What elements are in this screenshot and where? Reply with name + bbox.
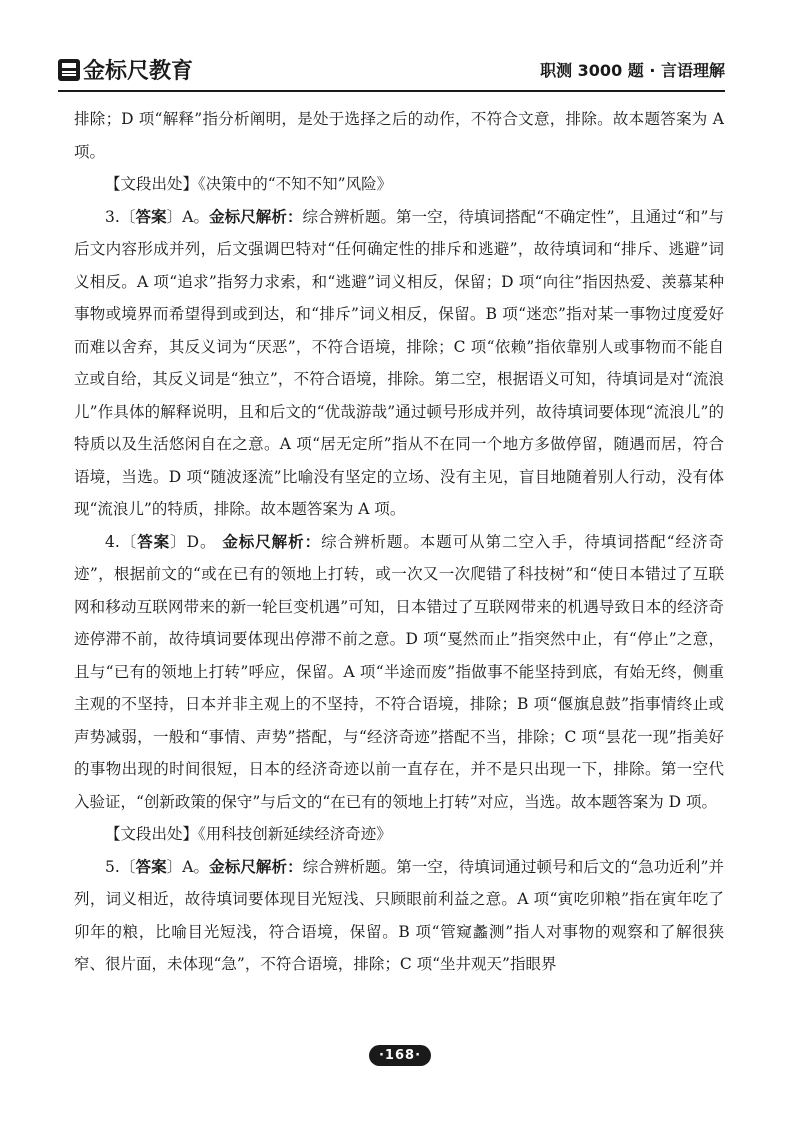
answer-label: 答案	[137, 532, 171, 551]
source-citation: 【文段出处】《决策中的“不知不知”风险》	[105, 175, 393, 193]
question-3-explanation	[74, 201, 724, 526]
paragraph-continuation: 排除；D 项“解释”指分析阐明，是处于选择之后的动作，不符合文意，排除。故本题答案为 A 项。	[74, 110, 724, 161]
publisher-logo	[58, 54, 193, 85]
answer-label: 答案	[135, 207, 167, 226]
page-header	[58, 50, 725, 92]
question-5-explanation	[74, 851, 724, 981]
page-body	[74, 103, 724, 981]
question-number: 3.〔	[105, 207, 136, 226]
answer-label: 答案	[135, 857, 167, 876]
question-4-explanation	[74, 526, 724, 819]
analysis-text: 综合辨析题。本题可从第二空入手，待填词搭配“经济奇迹”，根据前文的“或在已有的领地上打转，或一次又一次爬错了科技树”和“使日本错过了互联网和移动互联网带来的新一轮巨变机遇”可知，日本错过了互联网带来的机遇导致日本的经济奇迹停滞不前，故待填词要体现出停滞不前之意。D 项“戛然而止”指突然中止，有“停止”之意，且与“已有的领地上打转”呼应，保留。A 项“半途而废”指做事不能坚持到底，有始无终，侧重主观的不坚持，日本并非主观上的不坚持，不符合语境，排除；B 项“偃旗息鼓”指事情终止或声势减弱，一般和“事情、声势”搭配，与“经济奇迹”搭配不当，排除；C 项“昙花一现”指美好的事物出现的时间很短，日本的经济奇迹以前一直存在，并不是只出现一下，排除。第一空代入验证，“创新政策的保守”与后文的“在已有的领地上打转”对应，当选。故本题答案为 D 项。	[74, 532, 724, 811]
analysis-text: 综合辨析题。第一空，待填词通过顿号和后文的“急功近利”并列，词义相近，故待填词要体现目光短浅、只顾眼前利益之意。A 项“寅吃卯粮”指在寅年吃了卯年的粮，比喻目光短浅，符合语境，保留。B 项“管窥蠡测”指人对事物的观察和了解很狭窄、很片面，未体现“急”，不符合语境，排除；C 项“坐井观天”指眼界	[74, 857, 724, 973]
analysis-text: 综合辨析题。第一空，待填词搭配“不确定性”，且通过“和”与后文内容形成并列，后文强调巴特对“任何确定性的排斥和逃避”，故待填词和“排斥、逃避”词义相反。A 项“追求”指努力求索，和“逃避”词义相反，保留；D 项“向往”指因热爱、羡慕某种事物或境界而希望得到或到达，和“排斥”词义相反，保留。B 项“迷恋”指对某一事物过度爱好而难以舍弃，其反义词为“厌恶”，不符合语境，排除；C 项“依赖”指依靠别人或事物而不能自立或自给，其反义词是“独立”，不符合语境，排除。第二空，根据语义可知，待填词是对“流浪儿”作具体的解释说明，且和后文的“优哉游哉”通过顿号形成并列，故待填词要体现“流浪儿”的特质以及生活悠闲自在之意。A 项“居无定所”指从不在同一个地方多做停留，随遇而居，符合语境，当选。D 项“随波逐流”比喻没有坚定的立场、没有主见，盲目地随着别人行动，没有体现“流浪儿”的特质，排除。故本题答案为 A 项。	[74, 207, 724, 518]
analysis-label: 金标尺解析：	[222, 532, 322, 551]
answer-value: 〕A。	[166, 207, 210, 226]
logo-icon	[58, 59, 80, 81]
analysis-label: 金标尺解析：	[209, 207, 303, 226]
source-citation: 【文段出处】《用科技创新延续经济奇迹》	[105, 825, 392, 843]
book-title: 职测 3000 题 · 言语理解	[540, 61, 725, 80]
page-number: ·168·	[369, 1045, 431, 1066]
question-number: 5.〔	[105, 857, 136, 876]
answer-value: 〕D。	[170, 532, 223, 551]
question-number: 4.〔	[105, 532, 138, 551]
analysis-label: 金标尺解析：	[209, 857, 303, 876]
logo-text: 金标尺教育	[83, 59, 194, 84]
answer-value: 〕A。	[166, 857, 210, 876]
